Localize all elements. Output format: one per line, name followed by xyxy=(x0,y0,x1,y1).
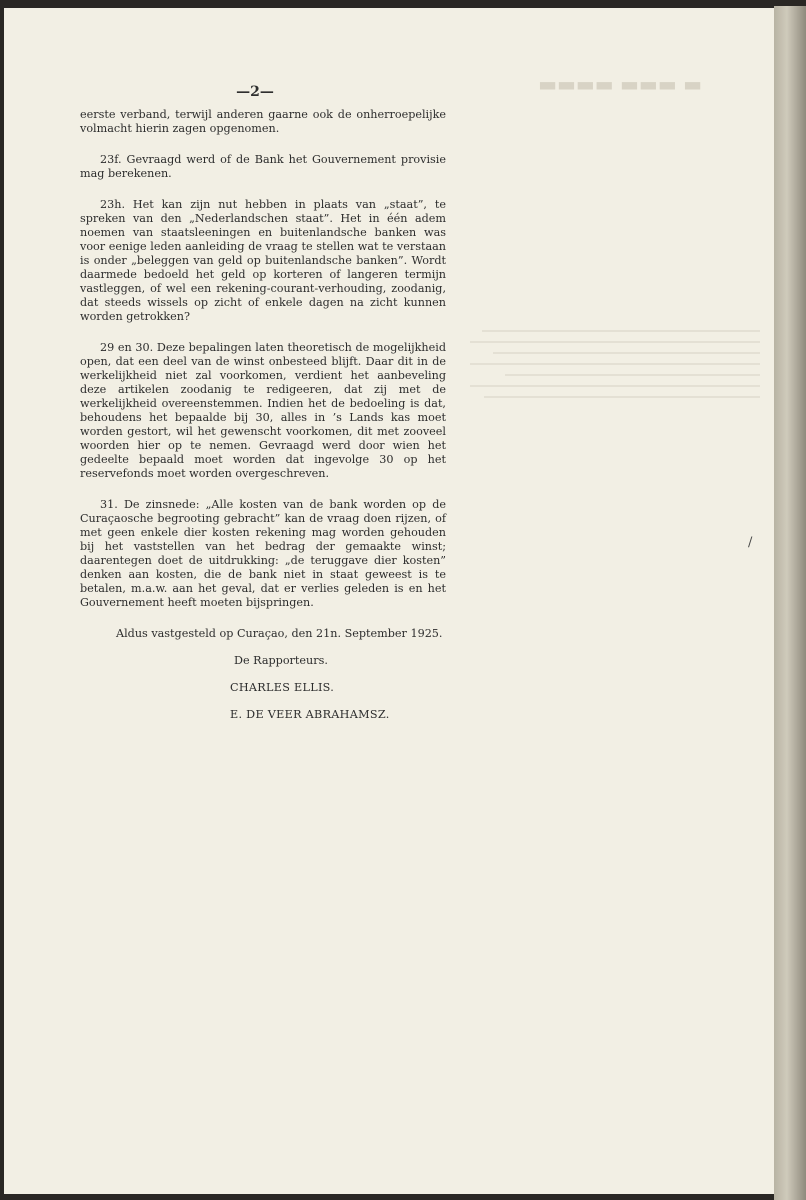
bleed-through-title: ▬ ▬▬▬ ▬▬▬▬ xyxy=(538,72,702,96)
paragraph-continuation: eerste verband, terwijl anderen gaarne ook de onherroepelijke volmacht hierin zagen opgenomen. xyxy=(80,108,446,135)
margin-pencil-mark: / xyxy=(748,535,753,550)
paragraph-23f: 23f. Gevraagd werd of de Bank het Gouvernement provisie mag berekenen. xyxy=(80,153,446,180)
date-line: Aldus vastgesteld op Curaçao, den 21n. September 1925. xyxy=(116,627,443,640)
rapporteurs-label: De Rapporteurs. xyxy=(234,654,328,667)
signatory-2: E. DE VEER ABRAHAMSZ. xyxy=(230,708,390,721)
bleed-through-lines xyxy=(470,330,760,407)
paragraph-29-30: 29 en 30. Deze bepalingen laten theoretisch de mogelijkheid open, dat een deel van de winst onbesteed blijft. Daar dit in de werkelijkheid niet zal voorkomen, verdient het aanbeveling deze artikelen zoodanig te redigeeren, dat zij met de werkelijkheid overeenstemmen. Indien het de bedoeling is dat, behoudens het bepaalde bij 30, alles in ’s Lands kas moet worden gestort, wil het gewenscht voorkomen, dit met zooveel woorden hier op te nemen. Gevraagd werd door wien het gedeelte bepaald moet worden dat ingevolge 30 op het reservefonds moet worden overgeschreven. xyxy=(80,341,446,480)
page-number: —2— xyxy=(236,84,274,100)
paragraph-23h: 23h. Het kan zijn nut hebben in plaats van „staat”, te spreken van den „Nederlandschen staat”. Het in één adem noemen van staatsleeningen en buitenlandsche banken was voor eenige leden aanleiding de vraag te stellen wat te verstaan is onder „beleggen van geld op buitenlandsche banken”. Wordt daarmede bedoeld het geld op korteren of langeren termijn vastleggen, of wel een rekening-courant-verhouding, zoodanig, dat steeds wissels op zicht of enkele dagen na zicht kunnen worden getrokken? xyxy=(80,198,446,323)
paragraph-31: 31. De zinsnede: „Alle kosten van de bank worden op de Curaçaosche begrooting gebracht” kan de vraag doen rijzen, of met geen enkele dier kosten rekening mag worden gehouden bij het vaststellen van het bedrag der gemaakte winst; daarentegen doet de uitdrukking: „de teruggave dier kosten” denken aan kosten, die de bank niet in staat geweest is te betalen, m.a.w. aan het geval, dat er verlies geleden is en het Gouvernement heeft moeten bijspringen. xyxy=(80,498,446,609)
page-edge xyxy=(774,6,806,1200)
signatory-1: CHARLES ELLIS. xyxy=(230,681,335,694)
document-body xyxy=(80,108,446,735)
